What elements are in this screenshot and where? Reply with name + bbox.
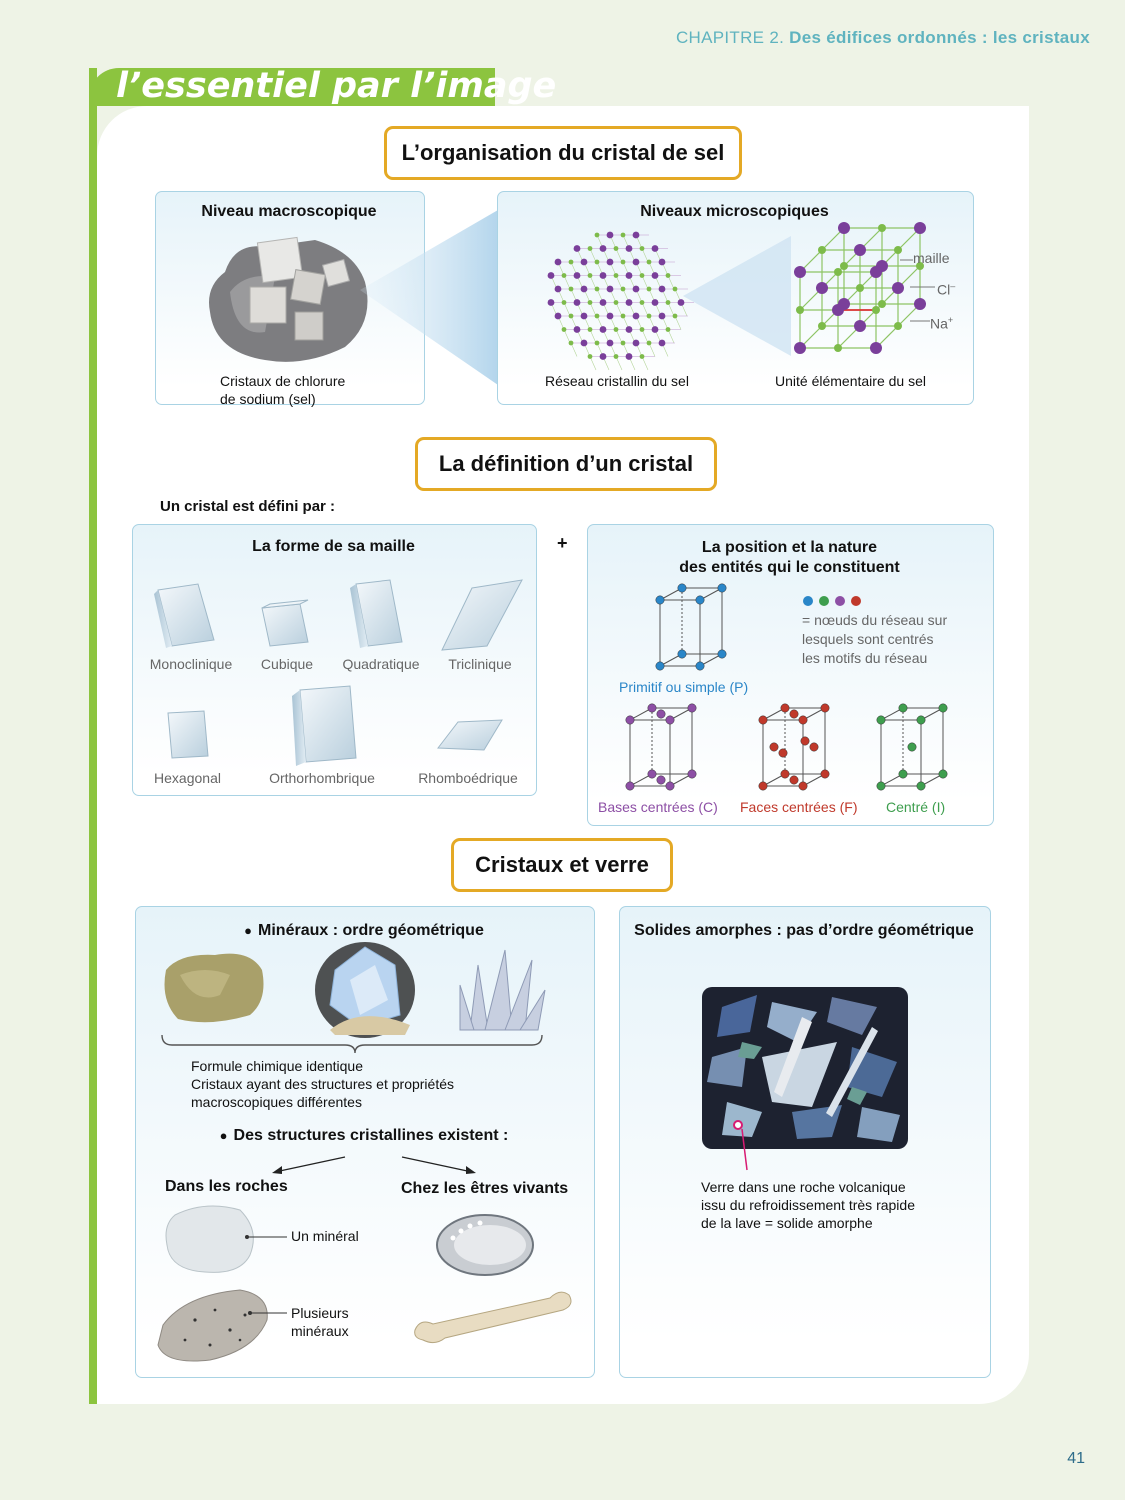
section-title-glass: Cristaux et verre (451, 838, 673, 892)
shape-hexagonal: Hexagonal (154, 770, 221, 786)
lattice-base-label: Bases centrées (C) (598, 799, 718, 815)
shape-rhomboedrique: Rhomboédrique (418, 770, 518, 786)
legend-line-3: les motifs du réseau (802, 650, 928, 666)
definition-intro: Un cristal est défini par : (160, 498, 336, 515)
lattice-face-label: Faces centrées (F) (740, 799, 858, 815)
page-number: 41 (1067, 1450, 1085, 1467)
lattice-primitive (652, 588, 727, 673)
macro-caption-1: Cristaux de chlorure (220, 373, 346, 389)
chapter-title: Des édifices ordonnés : les cristaux (789, 28, 1090, 47)
mesh-shape-heading: La forme de sa maille (252, 538, 415, 555)
rocks-living-images (155, 1200, 575, 1370)
glass-caption-1: Verre dans une roche volcanique (701, 1179, 906, 1195)
amorphous-heading: Solides amorphes : pas d’ordre géométrique (634, 922, 974, 939)
micro-heading: Niveaux microscopiques (640, 203, 829, 220)
lattice-body-centered (873, 708, 948, 793)
entities-heading: La position et la nature des entités qui le constituent (679, 539, 900, 576)
chapter-prefix: CHAPITRE 2. (675, 28, 785, 47)
node-color-legend (800, 594, 870, 610)
label-several-2: minéraux (291, 1323, 349, 1339)
structures-heading: ● Des structures cristallines existent : (219, 1127, 509, 1144)
mineral-samples-image (160, 935, 550, 1050)
minerals-desc-3: macroscopiques différentes (191, 1094, 362, 1110)
zoom-cone (360, 210, 500, 385)
plus-sign: + (557, 533, 568, 553)
lattice-primitive-label: Primitif ou simple (P) (619, 679, 749, 695)
zoom-cone-2 (683, 236, 793, 356)
chapter-header (676, 28, 1090, 48)
shape-triclinique: Triclinique (448, 656, 512, 672)
label-na: Na+ (930, 315, 954, 332)
section-title-definition: La définition d’un cristal (415, 437, 717, 491)
shape-orthorhombrique: Orthorhombrique (269, 770, 375, 786)
section-title-salt: L’organisation du cristal de sel (384, 126, 742, 180)
label-leader-lines (900, 255, 935, 325)
structures-arrows (270, 1152, 480, 1177)
shape-quadratique: Quadratique (342, 656, 420, 672)
volcanic-glass-image (702, 987, 908, 1149)
page-title: l’essentiel par l’image (116, 66, 557, 106)
legend-line-1: = nœuds du réseau sur (802, 612, 948, 628)
label-maille: maille (913, 250, 950, 266)
crystal-network-image (540, 230, 690, 370)
shape-cubique: Cubique (260, 656, 314, 672)
salt-crystal-image (205, 232, 375, 367)
legend-line-2: lesquels sont centrés (802, 631, 934, 647)
minerals-desc-1: Formule chimique identique (191, 1058, 363, 1074)
label-several-1: Plusieurs (291, 1305, 349, 1321)
minerals-heading: ● Minéraux : ordre géométrique (244, 922, 484, 939)
label-mineral: Un minéral (291, 1228, 359, 1244)
lattice-face-centered (755, 708, 830, 793)
rocks-heading: Dans les roches (165, 1178, 288, 1195)
minerals-desc-2: Cristaux ayant des structures et propriétés (191, 1076, 455, 1092)
shape-monoclinique: Monoclinique (149, 656, 233, 672)
macro-caption-2: de sodium (sel) (220, 391, 316, 407)
macro-heading: Niveau macroscopique (201, 203, 377, 220)
glass-caption-2: issu du refroidissement très rapide (701, 1197, 915, 1213)
living-heading: Chez les êtres vivants (401, 1180, 569, 1197)
left-accent-bar (89, 68, 97, 1404)
glass-caption-3: de la lave = solide amorphe (701, 1215, 873, 1231)
lattice-base-centered (622, 708, 697, 793)
label-cl: Cl– (937, 281, 956, 298)
unit-caption: Unité élémentaire du sel (775, 373, 926, 389)
lattice-body-label: Centré (I) (886, 799, 946, 815)
network-caption: Réseau cristallin du sel (545, 373, 689, 389)
